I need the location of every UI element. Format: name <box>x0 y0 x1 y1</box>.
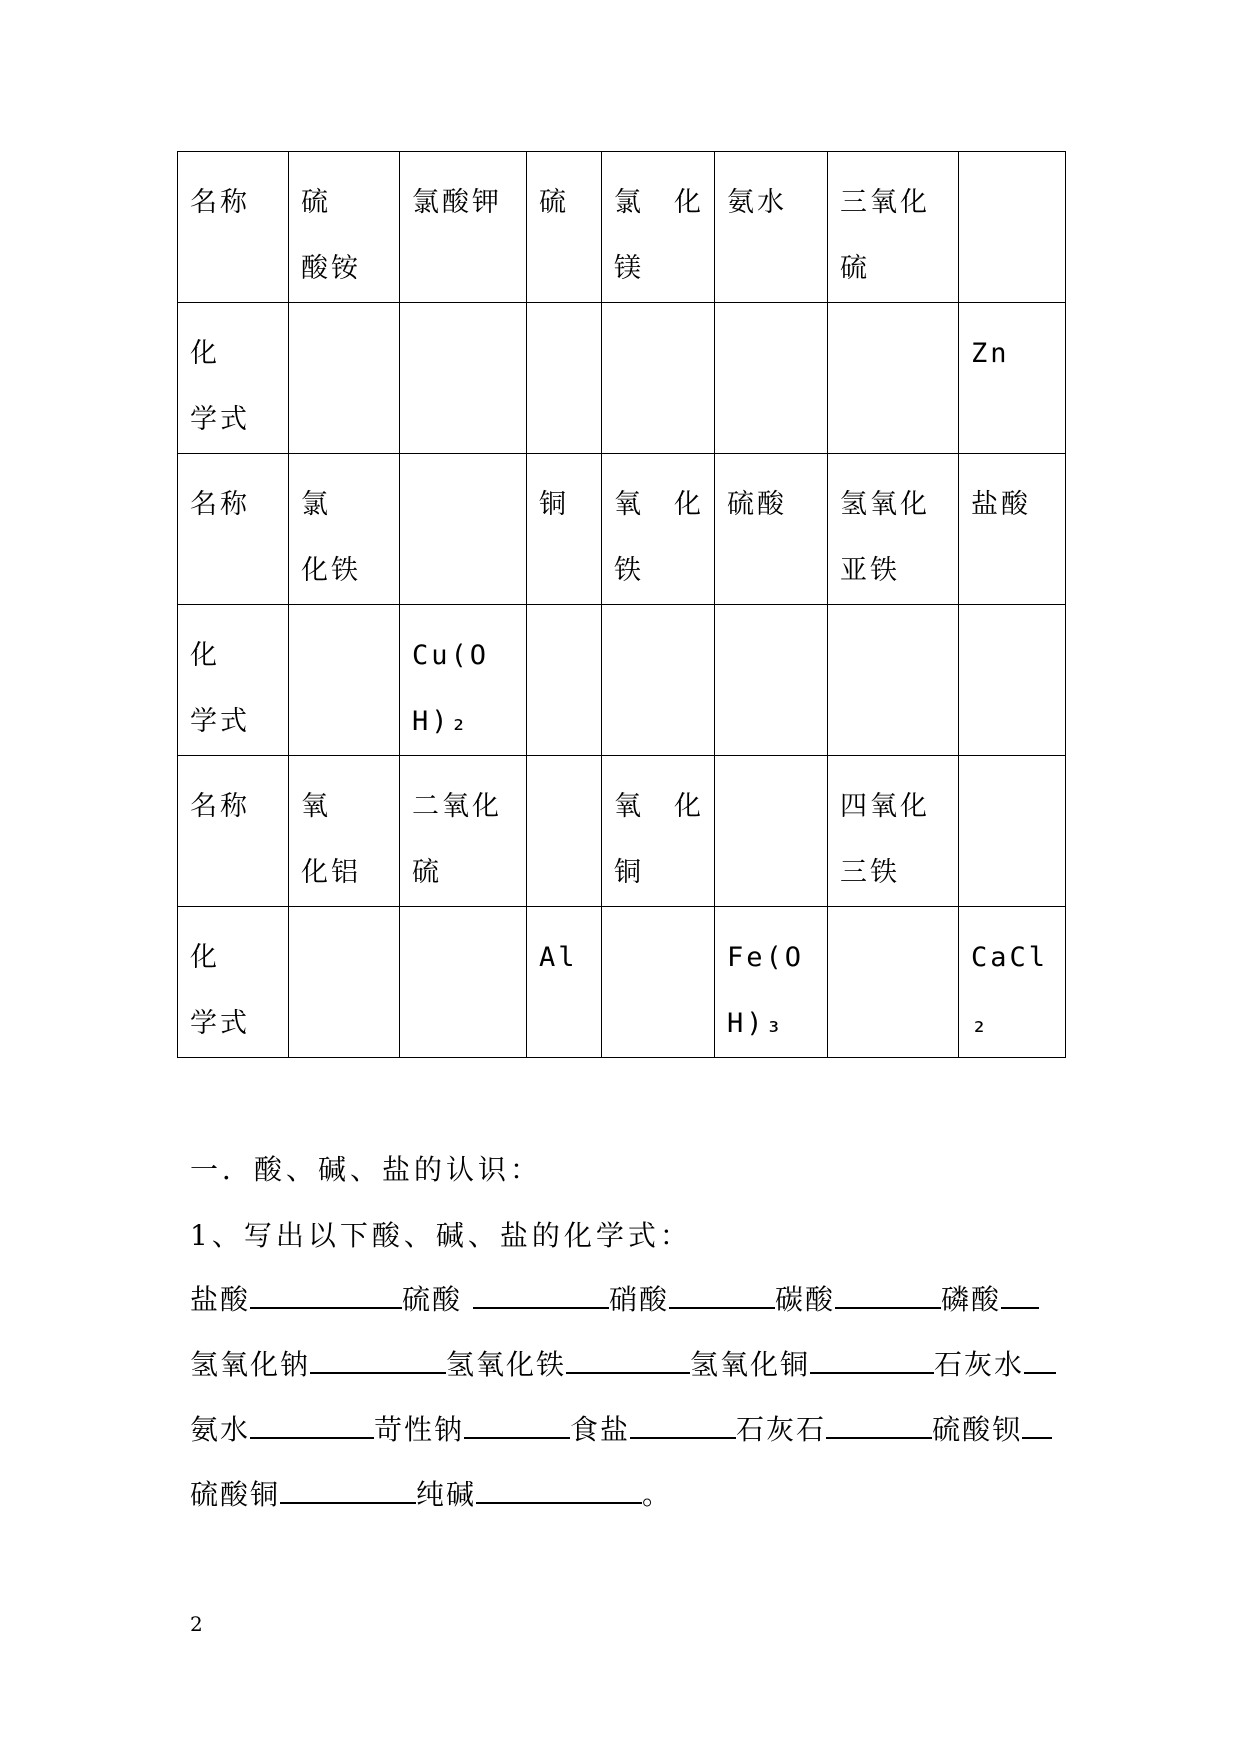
row-header-cell: 化 学式 <box>178 907 289 1058</box>
table-cell[interactable] <box>959 756 1066 907</box>
table-cell[interactable] <box>602 303 715 454</box>
term-label: 硫酸钡 <box>932 1413 1023 1446</box>
term-label: 硫酸 <box>402 1283 463 1316</box>
table-row <box>178 907 1066 1058</box>
row-header-cell: 名称 <box>178 756 289 907</box>
table-cell: 四氧化三铁 <box>828 756 959 907</box>
term-label: 氢氧化钠 <box>190 1348 311 1381</box>
term-label: 氢氧化铁 <box>446 1348 567 1381</box>
table-cell: 氧 化铜 <box>602 756 715 907</box>
table-cell[interactable] <box>289 907 400 1058</box>
answer-blank[interactable] <box>250 1411 374 1439</box>
table-cell[interactable] <box>527 303 602 454</box>
table-body <box>178 152 1066 1058</box>
term-label: 石灰石 <box>736 1413 827 1446</box>
row-header-cell: 名称 <box>178 454 289 605</box>
table-cell[interactable] <box>715 756 828 907</box>
fill-line-2 <box>190 1343 1070 1383</box>
table-cell[interactable] <box>400 303 527 454</box>
answer-blank[interactable] <box>1022 1411 1052 1439</box>
table-cell: 盐酸 <box>959 454 1066 605</box>
chemistry-table <box>177 151 1066 1058</box>
term-label: 食盐 <box>570 1413 631 1446</box>
page-number: 2 <box>190 1612 203 1636</box>
table-cell[interactable] <box>527 605 602 756</box>
answer-blank[interactable] <box>473 1281 609 1309</box>
table-cell[interactable] <box>959 605 1066 756</box>
term-label: 氨水 <box>190 1413 251 1446</box>
table-cell[interactable] <box>959 152 1066 303</box>
table-cell: 硫 酸铵 <box>289 152 400 303</box>
answer-blank[interactable] <box>810 1346 934 1374</box>
table-cell: 氯 化镁 <box>602 152 715 303</box>
answer-blank[interactable] <box>630 1411 736 1439</box>
table-cell[interactable] <box>828 303 959 454</box>
fill-line-4 <box>190 1473 1070 1513</box>
table-cell: 氯酸钾 <box>400 152 527 303</box>
table-cell[interactable] <box>289 605 400 756</box>
table-cell[interactable] <box>400 454 527 605</box>
term-label: 盐酸 <box>190 1283 251 1316</box>
table-cell: Cu(OH)₂ <box>400 605 527 756</box>
answer-blank[interactable] <box>280 1476 416 1504</box>
table-row <box>178 605 1066 756</box>
term-label: 石灰水 <box>934 1348 1025 1381</box>
term-label: 磷酸 <box>940 1283 1001 1316</box>
table-cell: 氨水 <box>715 152 828 303</box>
fill-line-1 <box>190 1278 1070 1318</box>
term-label: 苛性钠 <box>374 1413 465 1446</box>
table-cell[interactable] <box>602 605 715 756</box>
table-cell: 铜 <box>527 454 602 605</box>
table-cell: Fe(OH)₃ <box>715 907 828 1058</box>
section-heading: 一．酸、碱、盐的认识： <box>190 1153 543 1186</box>
question-text: 1、写出以下酸、碱、盐的化学式： <box>190 1219 692 1252</box>
line-end-mark: 。 <box>642 1478 673 1511</box>
row-header-cell: 化 学式 <box>178 303 289 454</box>
table-cell: 氯 化铁 <box>289 454 400 605</box>
table-cell[interactable] <box>289 303 400 454</box>
table-cell: 氢氧化亚铁 <box>828 454 959 605</box>
table-cell[interactable] <box>400 907 527 1058</box>
table-cell[interactable] <box>602 907 715 1058</box>
table-cell: CaCl₂ <box>959 907 1066 1058</box>
table-cell: 硫 <box>527 152 602 303</box>
table-row <box>178 152 1066 303</box>
answer-blank[interactable] <box>476 1476 642 1504</box>
answer-blank[interactable] <box>1024 1346 1056 1374</box>
term-label: 纯碱 <box>416 1478 477 1511</box>
table-cell[interactable] <box>715 605 828 756</box>
answer-blank[interactable] <box>566 1346 690 1374</box>
row-header-cell: 名称 <box>178 152 289 303</box>
table-cell[interactable] <box>828 907 959 1058</box>
table-row <box>178 303 1066 454</box>
table-cell: Zn <box>959 303 1066 454</box>
answer-blank[interactable] <box>835 1281 941 1309</box>
table-cell: 硫酸 <box>715 454 828 605</box>
fill-line-3 <box>190 1408 1070 1448</box>
table-cell[interactable] <box>715 303 828 454</box>
answer-blank[interactable] <box>310 1346 446 1374</box>
answer-blank[interactable] <box>669 1281 775 1309</box>
table-cell: 氧 化铝 <box>289 756 400 907</box>
table-cell[interactable] <box>828 605 959 756</box>
table-cell: 氧 化铁 <box>602 454 715 605</box>
table-cell: 二氧化硫 <box>400 756 527 907</box>
answer-blank[interactable] <box>1001 1281 1039 1309</box>
term-label: 氢氧化铜 <box>690 1348 811 1381</box>
answer-blank[interactable] <box>464 1411 570 1439</box>
term-label: 碳酸 <box>774 1283 835 1316</box>
table-row <box>178 756 1066 907</box>
answer-blank[interactable] <box>826 1411 932 1439</box>
table-cell[interactable] <box>527 756 602 907</box>
table-cell: 三氧化硫 <box>828 152 959 303</box>
answer-blank[interactable] <box>250 1281 402 1309</box>
row-header-cell: 化 学式 <box>178 605 289 756</box>
term-label: 硝酸 <box>608 1283 669 1316</box>
term-label: 硫酸铜 <box>190 1478 281 1511</box>
table-cell: Al <box>527 907 602 1058</box>
table-row <box>178 454 1066 605</box>
